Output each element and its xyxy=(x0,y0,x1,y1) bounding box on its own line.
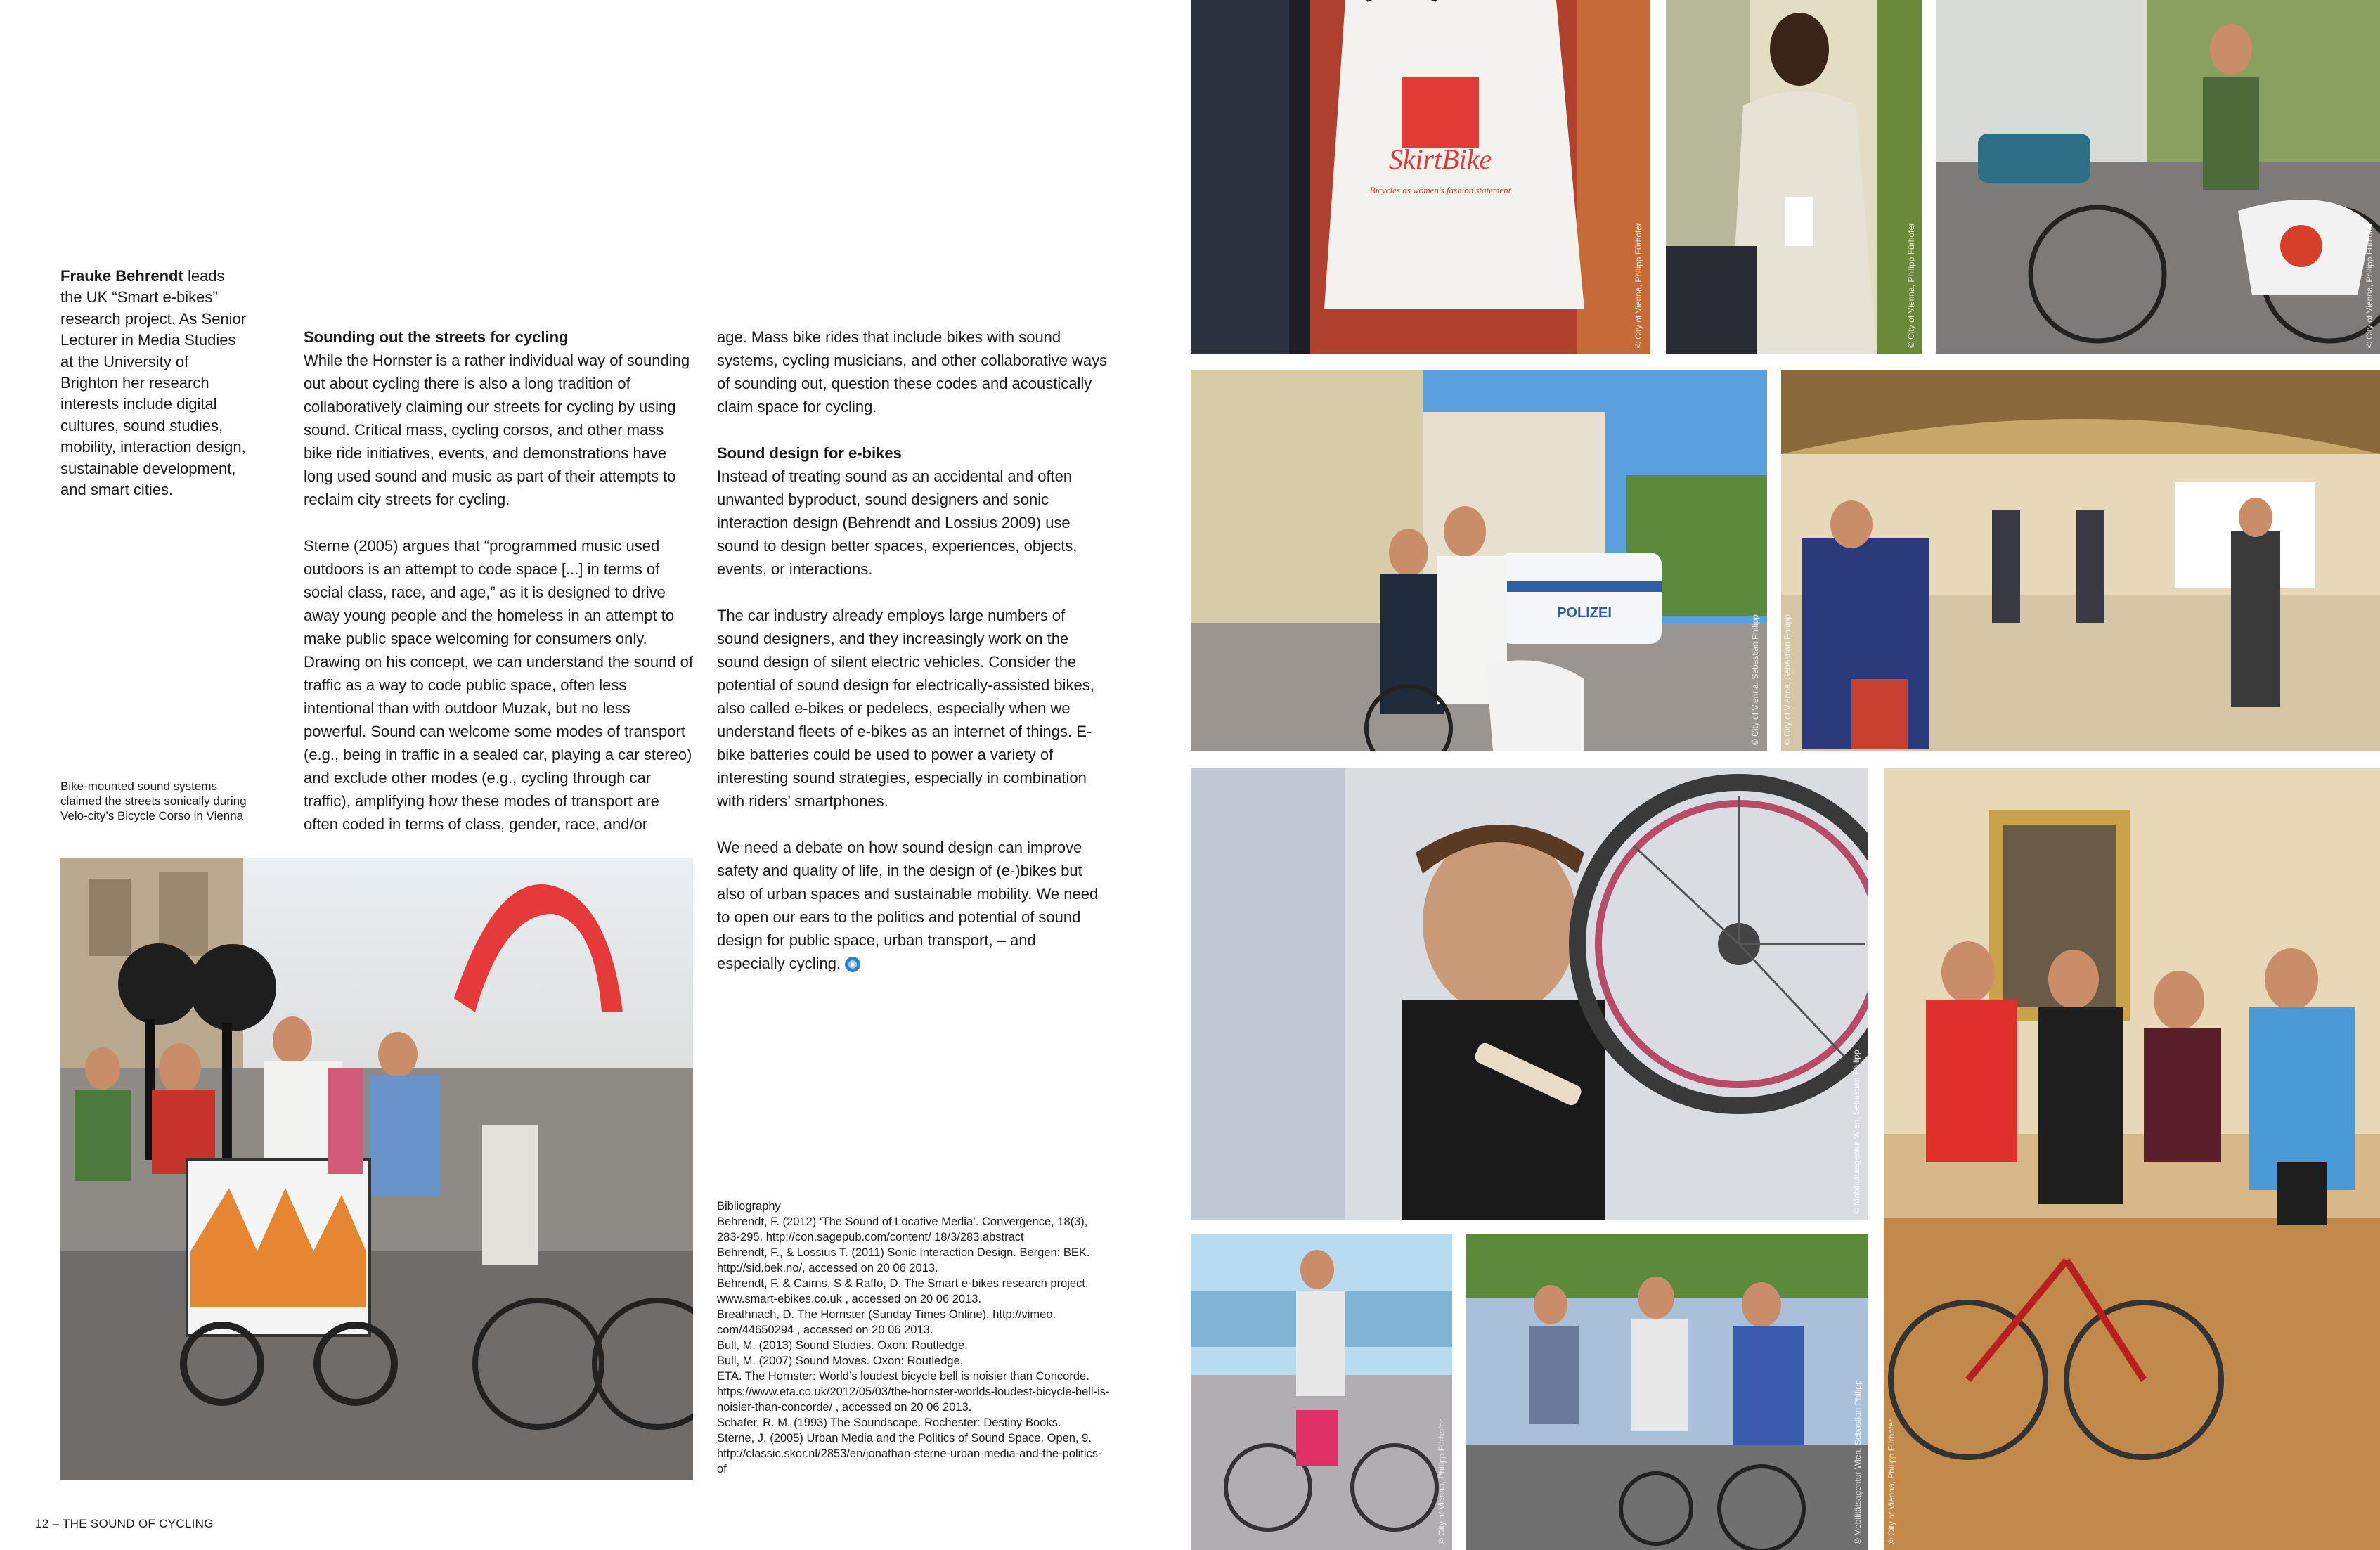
expo-hall-illustration xyxy=(1781,370,2380,751)
column1-paragraph-1: While the Hornster is a rather individual way of sounding out about cycling there is also a long tradition of collaboratively claiming our streets for cycling by using sound. Critical mass, cycling corsos, and other mass bike ride initiatives, events, and demonstrations have long used sound and music as part of their attempts to reclaim city streets for cycling. xyxy=(304,351,690,508)
bibliography-entry: Bull, M. (2007) Sound Moves. Oxon: Routledge. xyxy=(717,1355,964,1367)
bibliography-entry: ETA. The Hornster: World’s loudest bicycle bell is noisier than Concorde. https://www.eta.co.uk/2012/05/03/the-hornster-worlds-loudest-bicycle-bell-is-noisier-than-concorde/ , accessed on 20 06 2013. xyxy=(717,1370,1110,1414)
author-bio xyxy=(60,266,250,500)
bibliography-entry: Bull, M. (2013) Sound Studies. Oxon: Routledge. xyxy=(717,1339,968,1352)
bibliography xyxy=(717,1199,1111,1477)
police-van-label: POLIZEI xyxy=(1557,605,1612,621)
skirtbike-bag-illustration xyxy=(1191,0,1650,354)
column2-paragraph-4 xyxy=(717,836,1108,975)
city-hall-illustration xyxy=(1884,768,2380,1550)
article-column-2 xyxy=(717,325,1108,998)
bibliography-entry: Schafer, R. M. (1993) The Soundscape. Rochester: Destiny Books. xyxy=(717,1416,1061,1429)
photo-cyclist-citybike xyxy=(1936,0,2380,354)
photo-credit: © City of Vienna, Sebastian Philipp xyxy=(1783,614,1792,745)
photo-wheel-artist xyxy=(1191,768,1868,1220)
column2-paragraph-3: The car industry already employs large numbers of sound designers, and they increasingly work on the sound design of silent electric vehicles. Consider the potential of sound design for electrically-assisted bikes, also called e-bikes or pedelecs, especially when we understand fleets of e-bikes as an internet of things. E-bike batteries could be used to power a variety of interesting sound strategies, especially in combination with riders’ smartphones. xyxy=(717,607,1094,810)
photo-speaker xyxy=(1666,0,1922,354)
bibliography-entry: Behrendt, F. (2012) ‘The Sound of Locative Media’. Convergence, 18(3), 283-295. http://con.sagepub.com/content/ 18/3/283.abstract xyxy=(717,1215,1088,1244)
bibliography-entry: Breathnach, D. The Hornster (Sunday Times Online), http://vimeo. com/44650294 , accessed on 20 06 2013. xyxy=(717,1308,1056,1336)
photo-credit: © Mobilitätsagentur Wien, Sebastian Philipp xyxy=(1851,1050,1861,1214)
section-heading-streets: Sounding out the streets for cycling xyxy=(304,328,569,346)
photo-credit: © Mobilitätsagentur Wien, Sebastian Philipp xyxy=(1853,1380,1863,1544)
group-ride-illustration xyxy=(1466,1234,1868,1550)
photo-group-ride xyxy=(1466,1234,1868,1550)
author-bio-text: leads the UK “Smart e-bikes” research project. As Senior Lecturer in Media Studies at the University of Brighton her research interests include digital cultures, sound studies, mobility, interaction design, sustainable development, and smart cities. xyxy=(60,267,247,499)
section-heading-ebikes: Sound design for e-bikes xyxy=(717,444,902,462)
street-couple-illustration xyxy=(1191,370,1767,751)
speaker-illustration xyxy=(1666,0,1922,354)
page-footer: 12 – THE SOUND OF CYCLING xyxy=(35,1517,214,1530)
bibliography-entry: Behrendt, F. & Cairns, S & Raffo, D. The Smart e-bikes research project. www.smart-ebikes.co.uk , accessed on 20 06 2013. xyxy=(717,1277,1089,1305)
photo-caption: Bike-mounted sound systems claimed the streets sonically during Velo-city’s Bicycle Corso in Vienna xyxy=(60,780,247,822)
photo-credit: © City of Vienna, Philipp Fürhofer xyxy=(1634,222,1643,348)
article-column-1 xyxy=(304,325,694,859)
photo-credit: © City of Vienna, Philipp Fürhofer xyxy=(1437,1419,1447,1544)
wheel-artist-illustration xyxy=(1191,768,1868,1220)
photo-credit: © City of Vienna, Sebastian Philipp xyxy=(1750,614,1760,745)
photo-skirtbike-bag xyxy=(1191,0,1650,354)
column2-paragraph-2: Instead of treating sound as an accidental and often unwanted byproduct, sound designers and sonic interaction design (Behrendt and Lossius 2009) use sound to design better spaces, experiences, objects, events, or interactions. xyxy=(717,467,1078,578)
photo-credit: © City of Vienna, Philipp Fürhofer xyxy=(2365,222,2374,348)
column1-paragraph-2: Sterne (2005) argues that “programmed music used outdoors is an attempt to code space [...] in terms of social class, race, and age,” as it is designed to drive away young people and the homeless in an attempt to make public space welcoming for consumers only. Drawing on his concept, we can understand the sound of traffic as a way to code public space, often less intentional than with outdoor Muzak, but no less powerful. Sound can welcome some modes of transport (e.g., being in traffic in a sealed car, playing a car stereo) and exclude other modes (e.g., cycling through car traffic), amplifying how these modes of transport are often coded in terms of class, gender, race, and/or xyxy=(304,537,694,833)
bag-brand-text: SkirtBike xyxy=(1388,143,1492,175)
photo-expo-hall xyxy=(1781,370,2380,751)
cyclist-illustration xyxy=(1936,0,2380,354)
column2-paragraph-1: age. Mass bike rides that include bikes with sound systems, cycling musicians, and other collaborative ways of sounding out, question these codes and acoustically claim space for cycling. xyxy=(717,328,1108,415)
bibliography-entry: Behrendt, F., & Lossius T. (2011) Sonic Interaction Design. Bergen: BEK. http://sid.bek.no/, accessed on 20 06 2013. xyxy=(717,1246,1090,1274)
bag-tagline-text: Bicycles as women's fashion statement xyxy=(1369,185,1511,195)
photo-citybike-station xyxy=(1191,1234,1452,1550)
photo-street-couple xyxy=(1191,370,1767,751)
bibliography-entry: Sterne, J. (2005) Urban Media and the Politics of Sound Space. Open, 9. http://classic.skor.nl/2853/en/jonathan-sterne-urban-media-and-the-politics-of xyxy=(717,1432,1102,1475)
author-name: Frauke Behrendt xyxy=(60,267,183,285)
photo-city-hall-reception xyxy=(1884,768,2380,1550)
citybike-illustration xyxy=(1191,1234,1452,1550)
column2-paragraph-4-text: We need a debate on how sound design can improve safety and quality of life, in the design of (e-)bikes but also of urban spaces and sustainable mobility. We need to open our ears to the politics and potential of sound design for public space, urban transport, – and especially cycling. xyxy=(717,839,1099,972)
end-mark-icon xyxy=(845,957,860,972)
photo-credit: © City of Vienna, Philipp Fürhofer xyxy=(1906,222,1916,348)
photo-credit: © City of Vienna, Philipp Fürhofer xyxy=(1887,1419,1896,1544)
sound-bike-illustration xyxy=(60,858,693,1480)
bibliography-title: Bibliography xyxy=(717,1200,781,1213)
photo-sound-bike-corso xyxy=(60,858,693,1480)
